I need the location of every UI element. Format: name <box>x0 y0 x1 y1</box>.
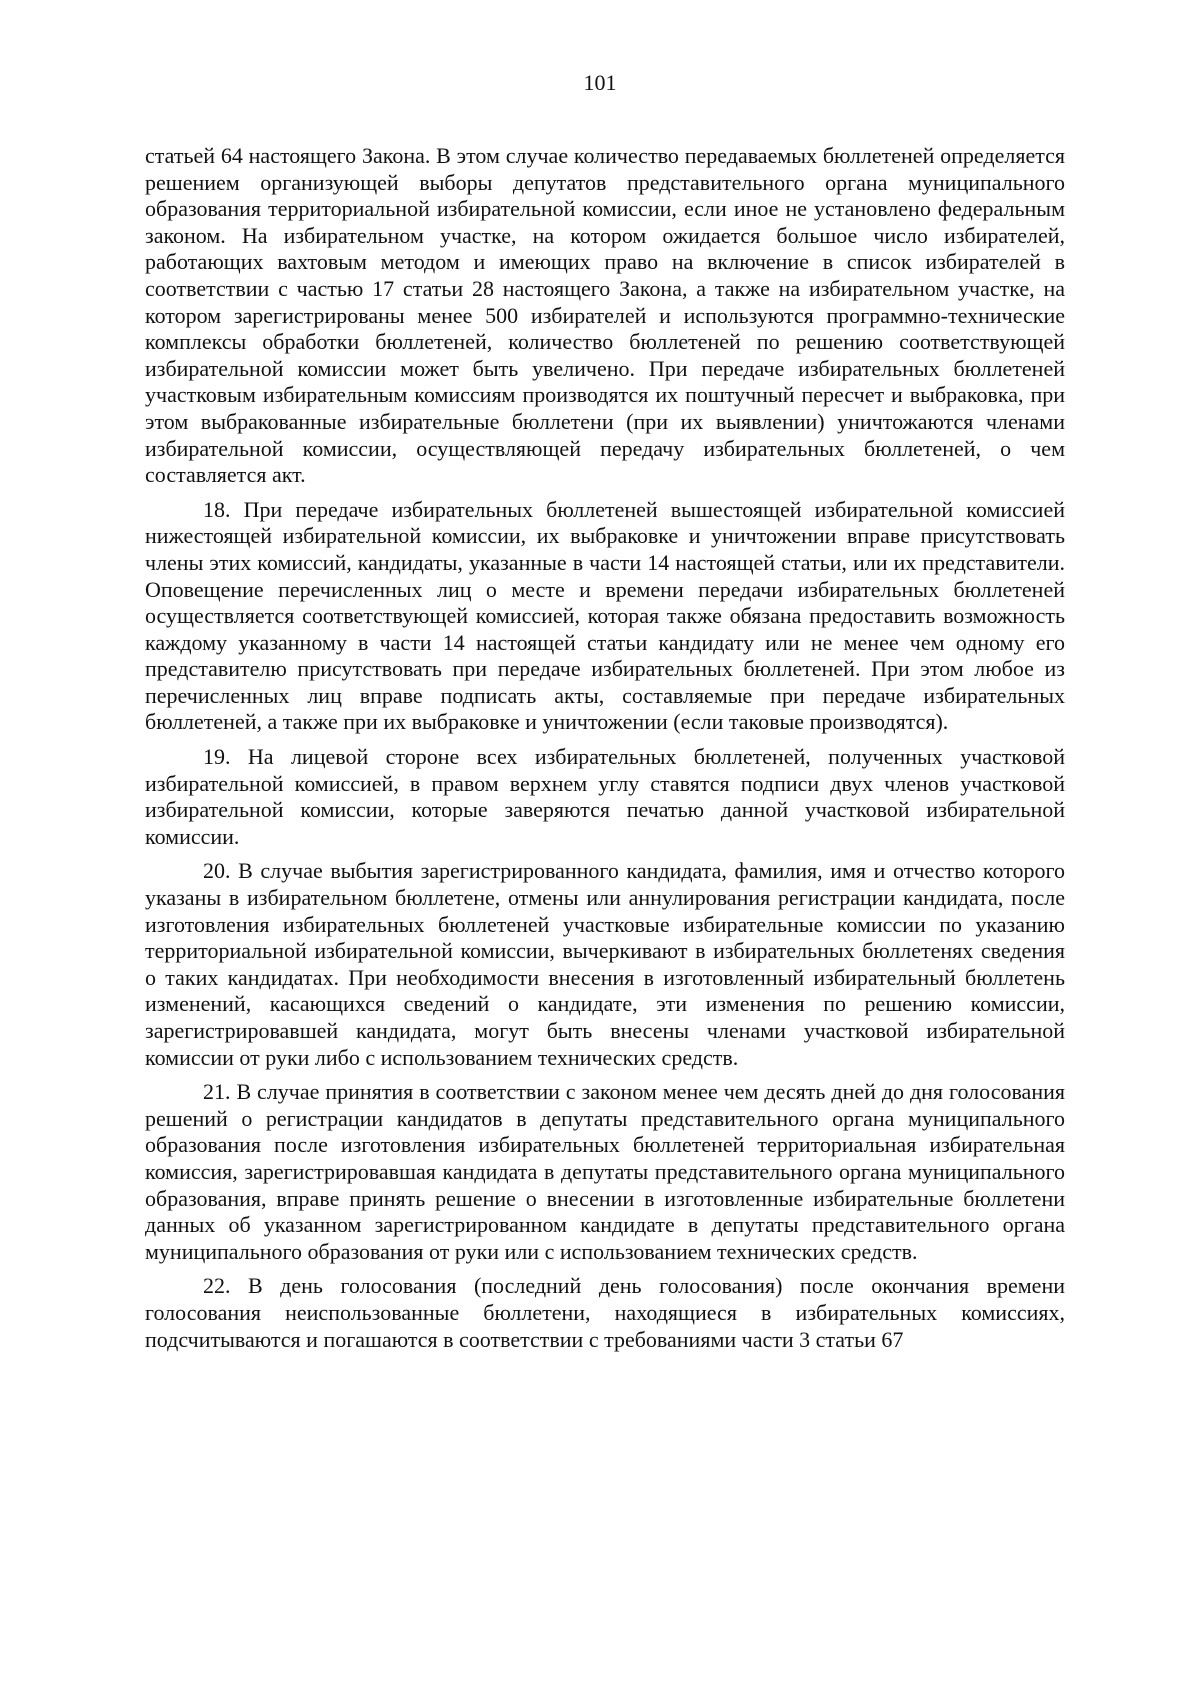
paragraph-19: 19. На лицевой стороне всех избирательных бюллетеней, полученных участковой избирательной комиссией, в правом верхнем углу ставятся подписи двух членов участковой избирательной комиссии, которые заверяются печатью данной участковой избирательной комиссии. <box>145 744 1065 849</box>
paragraph-20: 20. В случае выбытия зарегистрированного кандидата, фамилия, имя и отчество которого указаны в избирательном бюллетене, отмены или аннулирования регистрации кандидата, после изготовления избирательных бюллетеней участковые избирательные комиссии по указанию территориальной избирательной комиссии, вычеркивают в избирательных бюллетенях сведения о таких кандидатах. При необходимости внесения в изготовленный избирательный бюллетень изменений, касающихся сведений о кандидате, эти изменения по решению комиссии, зарегистрировавшей кандидата, могут быть внесены членами участковой избирательной комиссии от руки либо с использованием технических средств. <box>145 858 1065 1070</box>
document-body <box>145 143 1065 1361</box>
paragraph-22: 22. В день голосования (последний день голосования) после окончания времени голосования неиспользованные бюллетени, находящиеся в избирательных комиссиях, подсчитываются и погашаются в соответствии с требованиями части 3 статьи 67 <box>145 1273 1065 1352</box>
page-number: 101 <box>583 70 617 95</box>
paragraph-continuation: статьей 64 настоящего Закона. В этом случае количество передаваемых бюллетеней определяется решением организующей выборы депутатов представительного органа муниципального образования территориальной избирательной комиссии, если иное не установлено федеральным законом. На избирательном участке, на котором ожидается большое число избирателей, работающих вахтовым методом и имеющих право на включение в список избирателей в соответствии с частью 17 статьи 28 настоящего Закона, а также на избирательном участке, на котором зарегистрированы менее 500 избирателей и используются программно-технические комплексы обработки бюллетеней, количество бюллетеней по решению соответствующей избирательной комиссии может быть увеличено. При передаче избирательных бюллетеней участковым избирательным комиссиям производятся их поштучный пересчет и выбраковка, при этом выбракованные избирательные бюллетени (при их выявлении) уничтожаются членами избирательной комиссии, осуществляющей передачу избирательных бюллетеней, о чем составляется акт. <box>145 143 1065 488</box>
paragraph-18: 18. При передаче избирательных бюллетеней вышестоящей избирательной комиссией нижестоящей избирательной комиссии, их выбраковке и уничтожении вправе присутствовать члены этих комиссий, кандидаты, указанные в части 14 настоящей статьи, или их представители. Оповещение перечисленных лиц о месте и времени передачи избирательных бюллетеней осуществляется соответствующей комиссией, которая также обязана предоставить возможность каждому указанному в части 14 настоящей статьи кандидату или не менее чем одному его представителю присутствовать при передаче избирательных бюллетеней. При этом любое из перечисленных лиц вправе подписать акты, составляемые при передаче избирательных бюллетеней, а также при их выбраковке и уничтожении (если таковые производятся). <box>145 496 1065 735</box>
paragraph-21: 21. В случае принятия в соответствии с законом менее чем десять дней до дня голосования решений о регистрации кандидатов в депутаты представительного органа муниципального образования после изготовления избирательных бюллетеней территориальная избирательная комиссия, зарегистрировавшая кандидата в депутаты представительного органа муниципального образования, вправе принять решение о внесении в изготовленные избирательные бюллетени данных об указанном зарегистрированном кандидате в депутаты представительного органа муниципального образования от руки или с использованием технических средств. <box>145 1079 1065 1264</box>
